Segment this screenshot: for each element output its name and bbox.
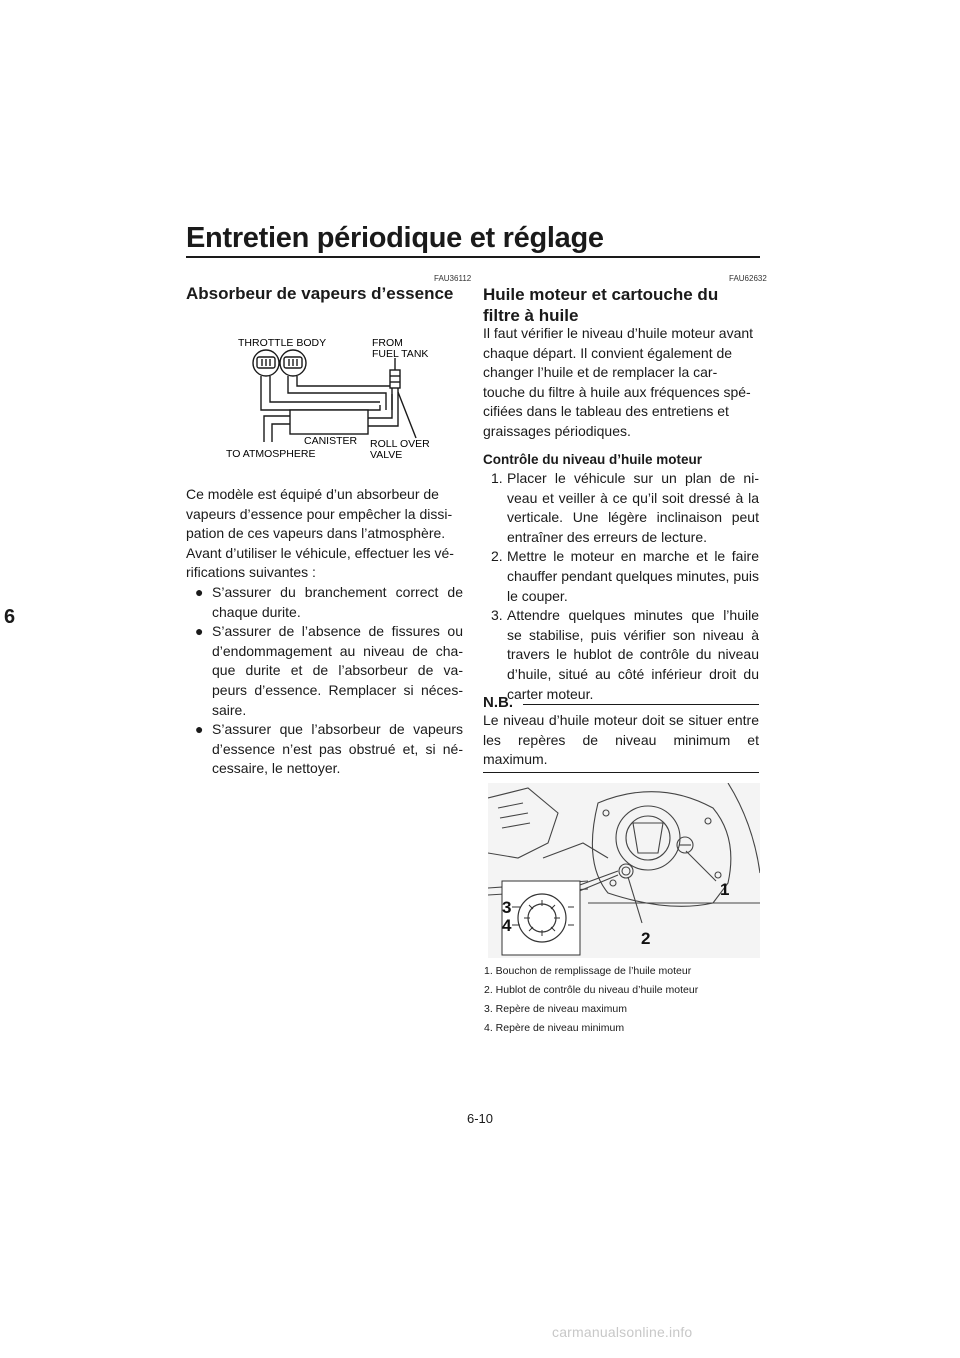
check-list	[186, 583, 463, 779]
callout-4: 4	[502, 916, 512, 935]
list-item: 1. Placer le véhicule sur un plan de ni- veau et veiller à ce qu’il soit dressé à la verticale. Une légère inclinaison peut entraîner des erreurs de lecture.	[491, 470, 759, 545]
engine-photo	[488, 783, 760, 958]
right-intro	[483, 324, 759, 442]
page-title: Entretien périodique et réglage	[186, 222, 604, 254]
section-code: FAU36112	[434, 274, 472, 283]
section-heading-line1: Huile moteur et cartouche du	[483, 285, 719, 304]
watermark: carmanualsonline.info	[552, 1324, 693, 1340]
intro-line: vapeurs d’essence pour empêcher la dissi-	[186, 505, 453, 522]
section-code: FAU62632	[729, 274, 767, 283]
subheading: Contrôle du niveau d’huile moteur	[483, 452, 703, 467]
intro-line: touche du filtre à huile aux fréquences spé-	[483, 383, 751, 400]
title-rule	[186, 256, 760, 258]
steps	[483, 469, 759, 704]
nb-text: Le niveau d’huile moteur doit se situer entre les repères de niveau minimum et maximum.	[483, 712, 759, 768]
step-list	[483, 469, 759, 704]
caption-item: 1. Bouchon de remplissage de l’huile moteur	[484, 965, 692, 977]
intro-line: chaque départ. Il convient également de	[483, 344, 733, 361]
intro-line: rifications suivantes :	[186, 564, 316, 581]
section-heading: Absorbeur de vapeurs d’essence	[186, 284, 454, 303]
caption-item: 4. Repère de niveau minimum	[484, 1022, 625, 1034]
intro-line: Ce modèle est équipé d’un absorbeur de	[186, 486, 439, 502]
label-from: FROM	[372, 337, 403, 349]
section-heading-line2: filtre à huile	[483, 306, 579, 325]
evap-canister-diagram	[220, 330, 440, 465]
label-valve: VALVE	[370, 449, 403, 461]
list-item: ● S’assurer de l’absence de fissures ou d’endommagement au niveau de cha- que durite et de l’absorbeur de va- peurs d’essence. Remplacer si néces- saire.	[195, 623, 463, 718]
caption-item: 3. Repère de niveau maximum	[484, 1003, 627, 1015]
intro-line: cifiées dans le tableau des entretiens et	[483, 403, 729, 420]
list-item: 3. Attendre quelques minutes que l’huile se stabilise, puis vérifier son niveau à travers le hublot de contrôle du niveau d’huile, situé au côté inférieur droit du carter moteur.	[491, 607, 759, 702]
label-to-atmosphere: TO ATMOSPHERE	[226, 448, 316, 460]
list-item: 2. Mettre le moteur en marche et le faire chauffer pendant quelques minutes, puis le couper.	[491, 548, 759, 604]
list-item: ● S’assurer du branchement correct de chaque durite.	[195, 583, 463, 620]
callout-3: 3	[502, 898, 512, 917]
label-roll-over: ROLL OVER	[370, 438, 430, 450]
intro-line: Il faut vérifier le niveau d’huile moteur avant	[483, 325, 754, 341]
figure-captions	[484, 962, 760, 1038]
nb-rule	[523, 704, 759, 705]
label-canister: CANISTER	[304, 435, 358, 447]
intro-line: pation de ces vapeurs dans l’atmosphère.	[186, 525, 446, 542]
caption-item: 2. Hublot de contrôle du niveau d’huile moteur	[484, 984, 699, 996]
nb-label: N.B.	[483, 694, 513, 711]
page-number: 6-10	[466, 1111, 494, 1126]
label-fuel-tank: FUEL TANK	[372, 348, 429, 360]
nb-end-rule	[483, 772, 759, 773]
intro-line: graissages périodiques.	[483, 422, 631, 439]
label-throttle-body: THROTTLE BODY	[238, 337, 327, 349]
callout-2: 2	[641, 929, 651, 948]
intro-line: changer l’huile et de remplacer la car-	[483, 364, 718, 381]
chapter-tab: 6	[4, 606, 16, 628]
intro-line: Avant d’utiliser le véhicule, effectuer les vé-	[186, 544, 454, 561]
callout-1: 1	[720, 880, 730, 899]
list-item: ● S’assurer que l’absorbeur de vapeurs d’essence n’est pas obstrué et, si né- cessaire, le nettoyer.	[195, 721, 463, 777]
left-intro	[186, 485, 463, 779]
